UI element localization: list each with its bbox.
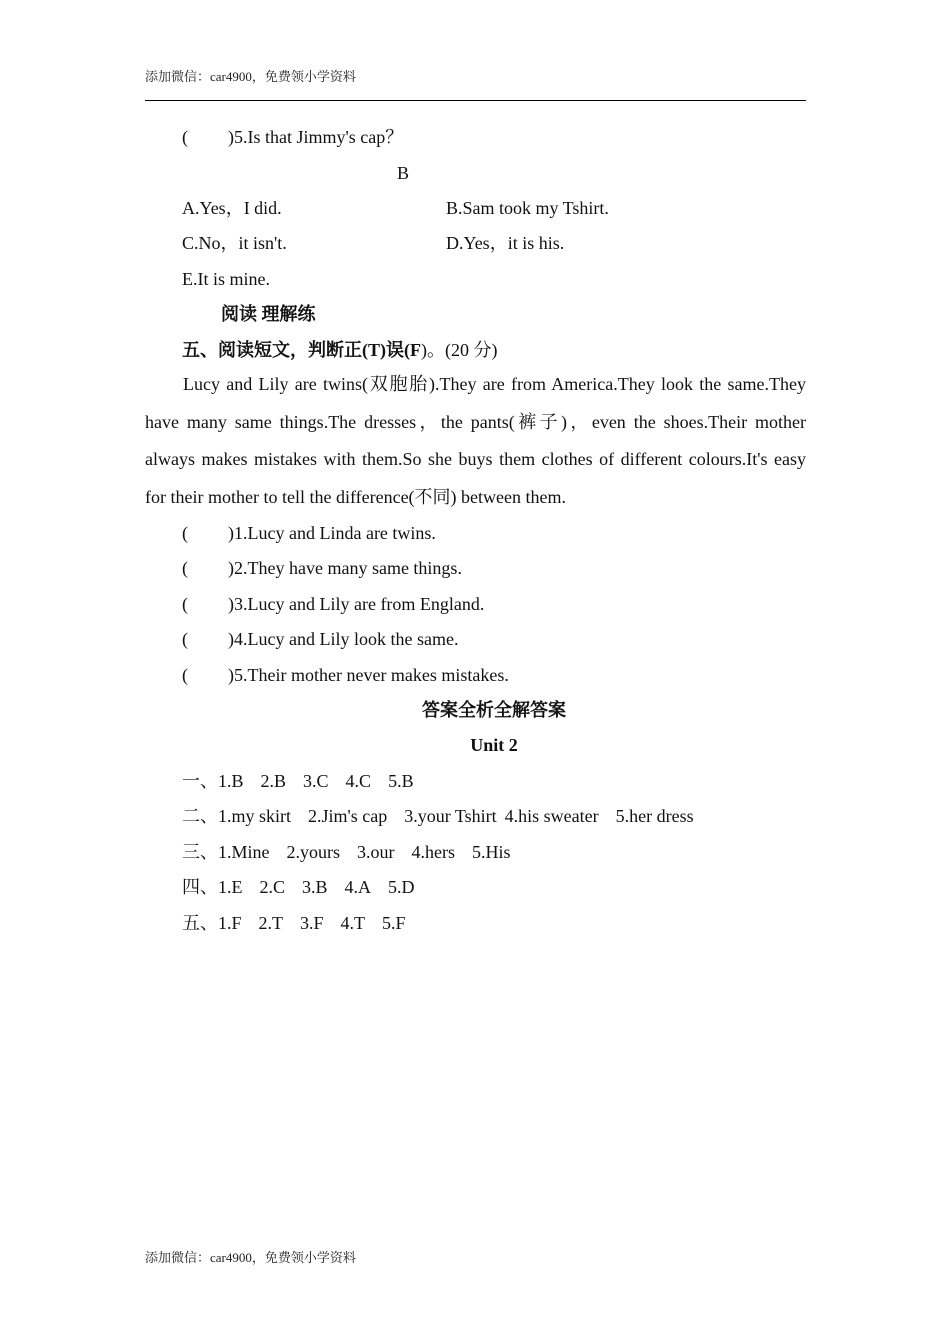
- answer-prefix: 二、: [182, 806, 218, 826]
- answer-item: 1.B: [218, 771, 244, 791]
- answer-row-2: [182, 805, 711, 827]
- answer-item: 2.C: [259, 877, 286, 897]
- answer-paren: (: [182, 127, 188, 147]
- page-header: 添加微信：car4900，免费领小学资料: [145, 69, 356, 84]
- answer-prefix: 三、: [182, 842, 218, 862]
- answers-unit: Unit 2: [470, 735, 518, 755]
- reading-heading: 阅读 理解练: [221, 304, 316, 324]
- option-a: A.Yes，I did.: [182, 198, 282, 218]
- option-e: E.It is mine.: [182, 269, 270, 289]
- answer-item: 5.her dress: [615, 806, 694, 826]
- answer-item: 1.Mine: [218, 842, 270, 862]
- answer-item: 1.E: [218, 877, 243, 897]
- false-letter: F: [410, 340, 422, 360]
- answer-item: 3.our: [357, 842, 395, 862]
- answer-prefix: 五、: [182, 913, 218, 933]
- tf-item-1: ( )1.Lucy and Linda are twins.: [182, 523, 436, 543]
- answer-item: 5.F: [382, 913, 406, 933]
- tf-item-text: )1.Lucy and Linda are twins.: [228, 523, 436, 543]
- answer-prefix: 四、: [182, 877, 218, 897]
- answer-item: 4.hers: [411, 842, 455, 862]
- answer-item: 2.B: [260, 771, 287, 791]
- answer-item: 3.C: [303, 771, 329, 791]
- section5-title: [182, 339, 498, 361]
- answer-item: 1.my skirt: [218, 806, 292, 826]
- answer-item: 4.T: [340, 913, 366, 933]
- question-item-5: [182, 126, 403, 148]
- tf-item-text: )4.Lucy and Lily look the same.: [228, 629, 459, 649]
- answer-item: 5.B: [388, 771, 414, 791]
- answer-row-1: [182, 770, 431, 792]
- answer-item: 4.his sweater: [504, 806, 599, 826]
- answer-item: 3.your Tshirt: [404, 806, 497, 826]
- section5-title-suffix: )。(20 分): [421, 340, 498, 360]
- header-rule: [145, 100, 806, 101]
- tf-item-text: )3.Lucy and Lily are from England.: [228, 594, 485, 614]
- tf-item-5: ( )5.Their mother never makes mistakes.: [182, 665, 509, 685]
- tf-item-4: ( )4.Lucy and Lily look the same.: [182, 629, 459, 649]
- answer-item: 3.F: [300, 913, 324, 933]
- tf-item-3: ( )3.Lucy and Lily are from England.: [182, 594, 485, 614]
- answer-item: 3.B: [302, 877, 328, 897]
- option-c: C.No，it isn't.: [182, 233, 287, 253]
- answer-item: 1.F: [218, 913, 242, 933]
- answer-row-5: [182, 912, 423, 934]
- box-label: B: [397, 163, 410, 183]
- page-footer: 添加微信：car4900，免费领小学资料: [145, 1250, 356, 1265]
- answer-item: 2.T: [258, 913, 284, 933]
- answer-item: 4.C: [345, 771, 372, 791]
- true-letter: T: [368, 340, 381, 360]
- answer-row-4: [182, 876, 432, 898]
- section5-title-prefix: 五、阅读短文，判断正(: [182, 340, 368, 360]
- answer-item: 2.yours: [286, 842, 340, 862]
- answers-title: 答案全析全解答案: [422, 700, 566, 720]
- reading-passage: Lucy and Lily are twins(双胞胎).They are from America.They look the same.They have many same things.The dresses，the pants(裤子)，even the shoes.Their mother always makes mistakes with them.So she buys them clothes of different colours.It's easy for their mother to tell the difference(不同) between them.: [145, 374, 806, 507]
- answer-item: 4.A: [344, 877, 372, 897]
- option-b: B.Sam took my Tshirt.: [446, 198, 609, 218]
- section5-title-middle: )误(: [380, 340, 411, 360]
- answer-row-3: [182, 841, 528, 863]
- question-text: )5.Is that Jimmy's cap？: [228, 127, 404, 147]
- answer-item: 2.Jim's cap: [308, 806, 388, 826]
- tf-item-2: ( )2.They have many same things.: [182, 558, 462, 578]
- answer-prefix: 一、: [182, 771, 218, 791]
- option-d: D.Yes，it is his.: [446, 233, 565, 253]
- answer-item: 5.D: [388, 877, 415, 897]
- tf-item-text: )5.Their mother never makes mistakes.: [228, 665, 509, 685]
- answer-item: 5.His: [472, 842, 511, 862]
- tf-item-text: )2.They have many same things.: [228, 558, 462, 578]
